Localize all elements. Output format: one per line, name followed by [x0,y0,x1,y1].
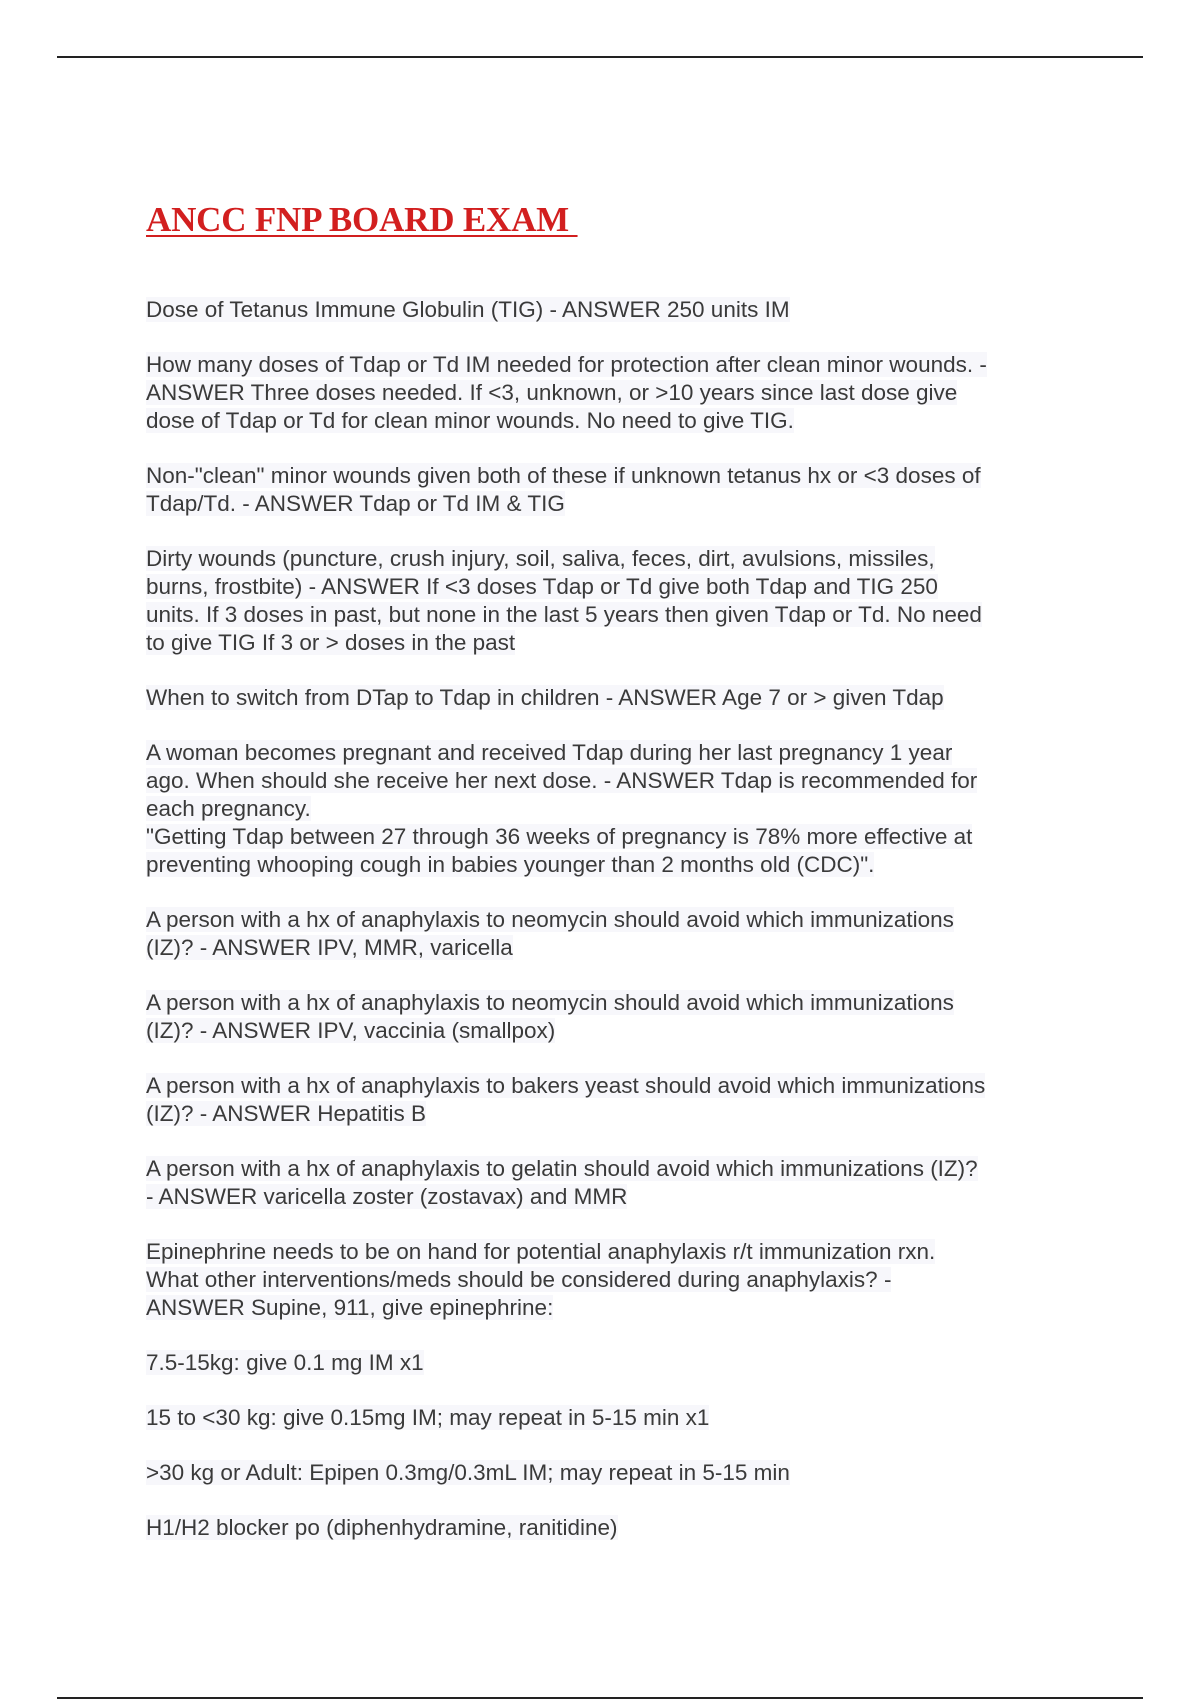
dosage-line: 7.5-15kg: give 0.1 mg IM x1 [146,1350,424,1375]
qa-item: Dose of Tetanus Immune Globulin (TIG) - ANSWER 250 units IM [146,297,790,322]
dosage-line: H1/H2 blocker po (diphenhydramine, ranitidine) [146,1515,618,1540]
dosage-line: >30 kg or Adult: Epipen 0.3mg/0.3mL IM; may repeat in 5-15 min [146,1460,790,1485]
qa-item: Epinephrine needs to be on hand for potential anaphylaxis r/t immunization rxn. What other interventions/meds should be considered during anaphylaxis? - ANSWER Supine, 911, give epinephrine: [146,1239,936,1320]
top-rule [57,56,1143,58]
qa-item: A person with a hx of anaphylaxis to neomycin should avoid which immunizations (IZ)? - ANSWER IPV, vaccinia (smallpox) [146,990,954,1043]
qa-item: A person with a hx of anaphylaxis to gelatin should avoid which immunizations (IZ)? - ANSWER varicella zoster (zostavax) and MMR [146,1156,978,1209]
bottom-rule [57,1697,1143,1699]
qa-item: How many doses of Tdap or Td IM needed for protection after clean minor wounds. - ANSWER Three doses needed. If <3, unknown, or >10 years since last dose give dose of Tdap or Td for clean minor wounds. No need to give TIG. [146,352,987,433]
qa-item: Non-"clean" minor wounds given both of these if unknown tetanus hx or <3 doses of Tdap/Td. - ANSWER Tdap or Td IM & TIG [146,463,981,516]
qa-item: A person with a hx of anaphylaxis to bakers yeast should avoid which immunizations (IZ)? - ANSWER Hepatitis B [146,1073,986,1126]
qa-item: Dirty wounds (puncture, crush injury, soil, saliva, feces, dirt, avulsions, missiles, burns, frostbite) - ANSWER If <3 doses Tdap or Td give both Tdap and TIG 250 units. If 3 doses in past, but none in the last 5 years then given Tdap or Td. No need to give TIG If 3 or > doses in the past [146,546,982,655]
qa-item: A person with a hx of anaphylaxis to neomycin should avoid which immunizations (IZ)? - ANSWER IPV, MMR, varicella [146,907,954,960]
qa-item: A woman becomes pregnant and received Tdap during her last pregnancy 1 year ago. When should she receive her next dose. - ANSWER Tdap is recommended for each pregnancy. "Getting Tdap between 27 through 36 weeks of pregnancy is 78% more effective at preventing whooping cough in babies younger than 2 months old (CDC)". [146,740,978,877]
document-body [146,296,1066,1569]
qa-item: When to switch from DTap to Tdap in children - ANSWER Age 7 or > given Tdap [146,685,944,710]
document-title: ANCC FNP BOARD EXAM [146,200,578,239]
dosage-line: 15 to <30 kg: give 0.15mg IM; may repeat in 5-15 min x1 [146,1405,710,1430]
